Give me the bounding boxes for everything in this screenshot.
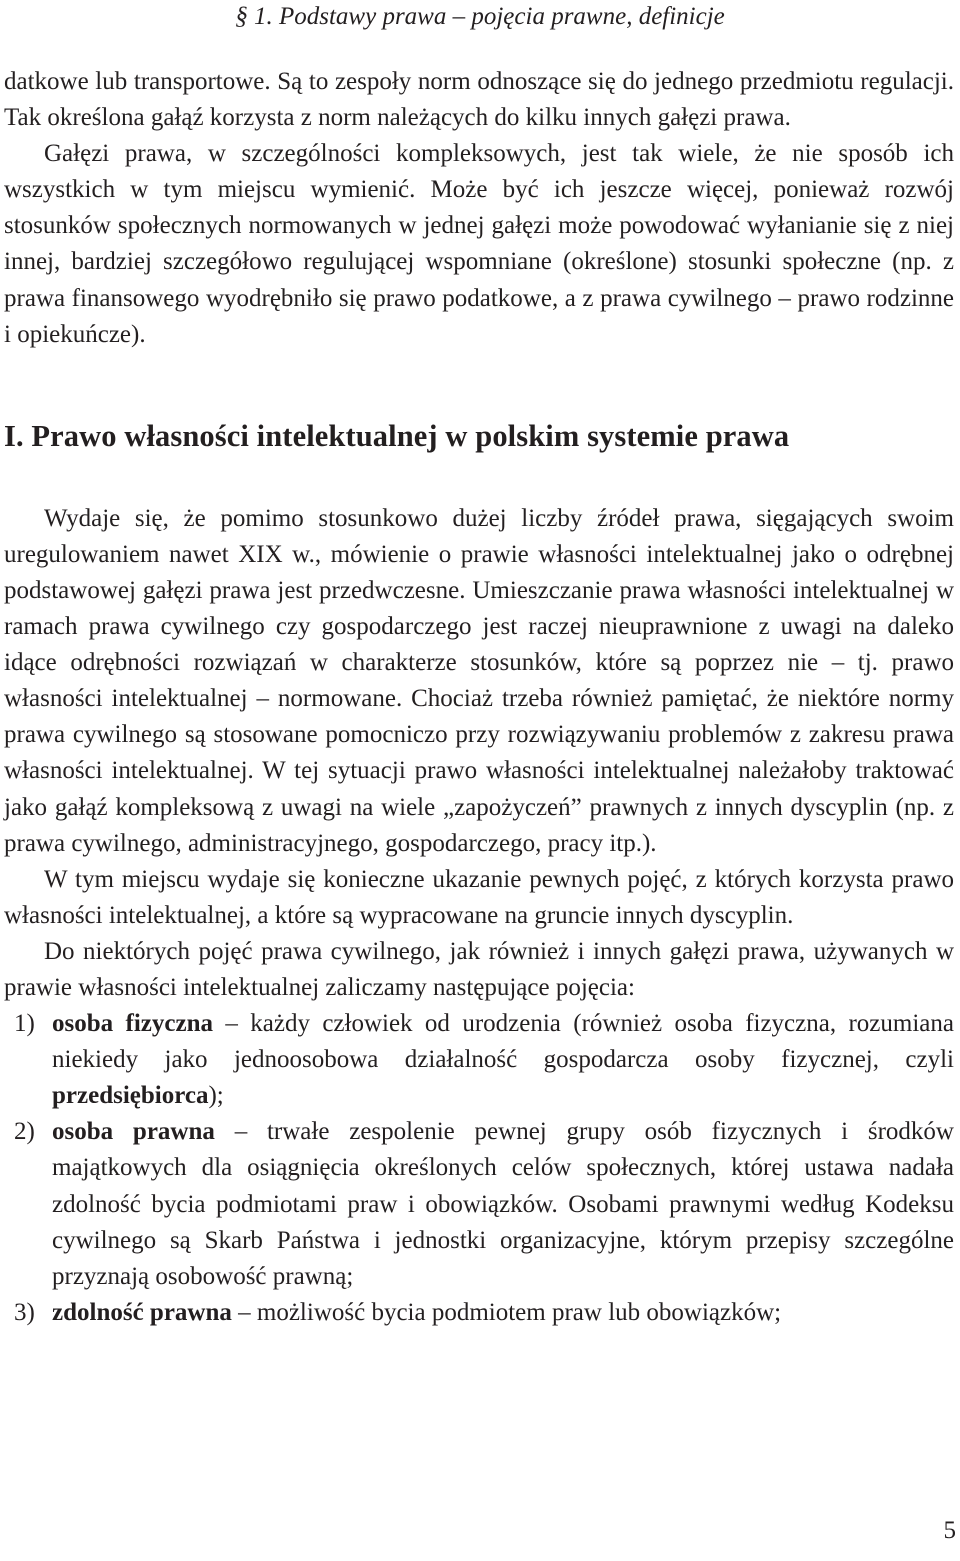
paragraph: datkowe lub transportowe. Są to zespoły norm odnoszące się do jednego przedmiotu regulacji. Tak określona gałąź korzysta z norm należących do kilku innych gałęzi prawa. [4,68,954,132]
paragraph: W tym miejscu wydaje się konieczne ukazanie pewnych pojęć, z których korzysta prawo własności intelektualnej, a które są wypracowane na gruncie innych dyscyplin. [4,865,954,929]
page-number: 5 [943,1517,956,1544]
list-item [4,1114,954,1294]
defined-term: osoba prawna [52,1118,215,1146]
paragraph: Gałęzi prawa, w szczególności kompleksowych, jest tak wiele, że nie sposób ich wszystkich w tym miejscu wymienić. Może być ich jeszcze więcej, ponieważ rozwój stosunków społecznych normowanych w jednej gałęzi może powodować wyłanianie się z niej innej, bardziej szczegółowo regulującej wspomniane (określone) stosunki społeczne (np. z prawa finansowego wyodrębniło się prawo podatkowe, a z prawa cywilnego – prawo rodzinne i opiekuńcze). [4,140,954,348]
defined-term: przedsiębiorca [52,1082,209,1110]
running-header [0,2,960,32]
list-item-number: 3) [14,1298,35,1326]
definition-tail: ); [208,1082,224,1110]
section-symbol: § [235,3,248,30]
page-content [4,64,954,1331]
defined-term: osoba fizyczna [52,1010,213,1038]
defined-term: zdolność prawna [52,1298,232,1326]
paragraph: Wydaje się, że pomimo stosunkowo dużej liczby źródeł prawa, sięgających swoim uregulowaniem nawet XIX w., mówienie o prawie własności intelektualnej jako o odrębnej podstawowej gałęzi prawa jest przedwczesne. Umieszczanie prawa własności intelektualnej w ramach prawa cywilnego czy gospodarczego jest raczej nieuprawnione z uwagi na daleko idące odrębności rozwiązań w charakterze stosunków, które są poprzez nie – tj. prawo własności intelektualnej – normowane. Chociaż trzeba również pamiętać, że niektóre normy prawa cywilnego są stosowane pomocniczo przy rozwiązywaniu problemów z zakresu prawa własności intelektualnej. W tej sytuacji prawo własności intelektualnej należałoby traktować jako gałąź kompleksową z uwagi na wiele „zapożyczeń” prawnych z innych dyscyplin (np. z prawa cywilnego, administracyjnego, gospodarczego, pracy itp.). [4,504,954,857]
definition-text: – każdy człowiek od urodzenia (również osoba fizyczna, rozumiana niekiedy jako jednoosobowa działalność gospodarcza osoby fizycznej, czyli [52,1010,954,1074]
definition-text: – możliwość bycia podmiotem praw lub obowiązków; [231,1298,782,1326]
list-item [4,1006,954,1114]
section-heading: I. Prawo własności intelektualnej w polskim systemie prawa [4,418,790,453]
definitions-list [4,1006,954,1331]
running-header-title: 1. Podstawy prawa – pojęcia prawne, definicje [253,3,725,30]
paragraph: Do niektórych pojęć prawa cywilnego, jak również i innych gałęzi prawa, używanych w prawie własności intelektualnej zaliczamy następujące pojęcia: [4,937,954,1001]
list-item-number: 2) [14,1118,35,1146]
list-item [4,1295,954,1331]
list-item-number: 1) [14,1010,35,1038]
definition-text: – trwałe zespolenie pewnej grupy osób fizycznych i środków majątkowych dla osiągnięcia określonych celów społecznych, której ustawa nadała zdolność bycia podmiotami praw i obowiązków. Osobami prawnymi według Kodeksu cywilnego są Skarb Państwa i jednostki organizacyjne, którym przepisy szczególne przyznają osobowość prawną; [52,1118,954,1290]
